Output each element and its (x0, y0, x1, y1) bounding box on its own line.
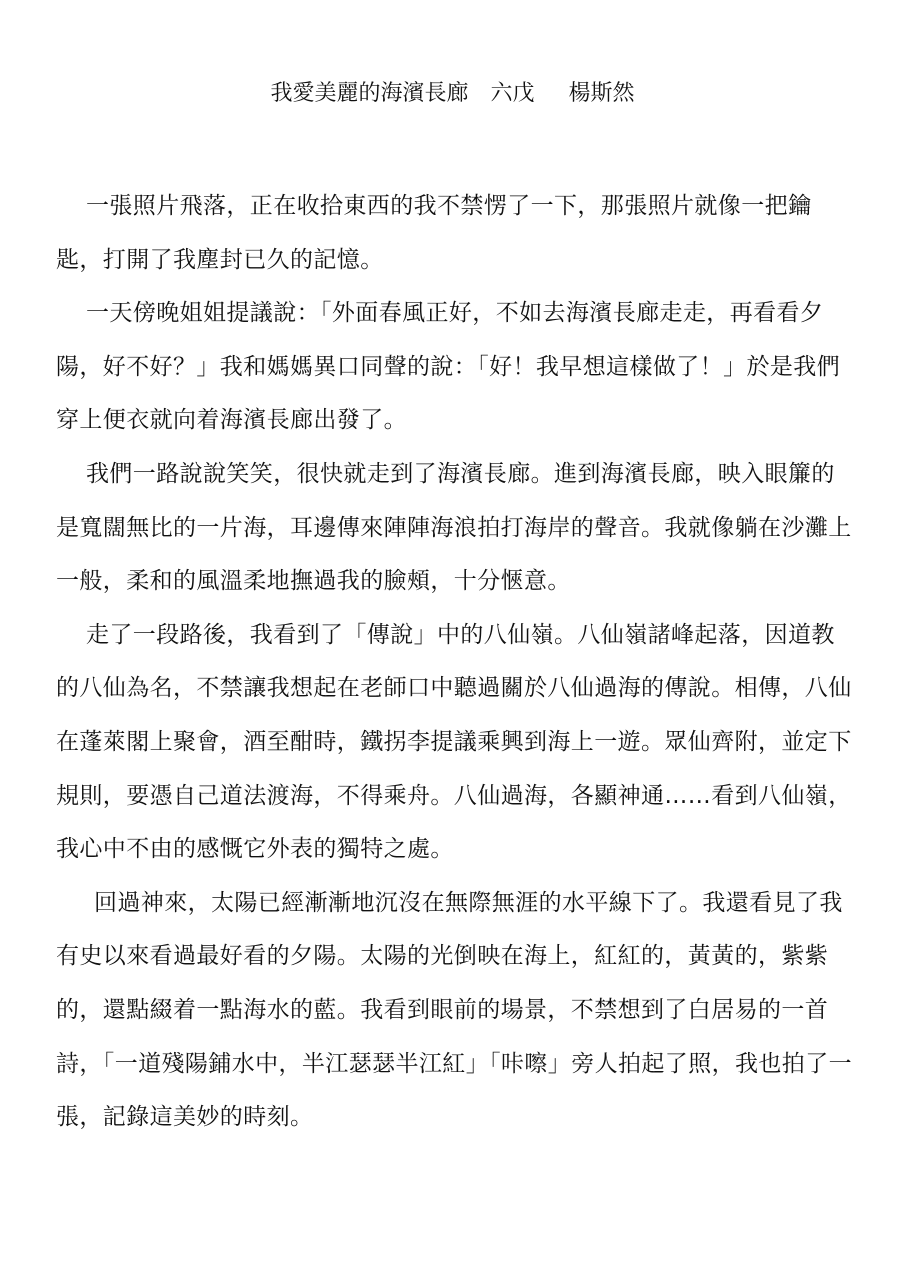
class-name: 六戊 (490, 81, 535, 106)
paragraph-5: 回過神來，太陽已經漸漸地沉沒在無際無涯的水平線下了。我還看見了我有史以來看過最好看的夕陽。太陽的光倒映在海上，紅紅的，黃黃的，紫紫的，還點綴着一點海水的藍。我看到眼前的場景，不禁想到了白居易的一首詩，「一道殘陽鋪水中，半江瑟瑟半江紅」「咔嚓」旁人拍起了照，我也拍了一張，記錄這美妙的時刻。 (56, 889, 852, 1131)
paragraph-2: 一天傍晚姐姐提議說：「外面春風正好，不如去海濱長廊走走，再看看夕陽，好不好？」我和媽媽異口同聲的說：「好！我早想這樣做了！」於是我們穿上便衣就向着海濱長廊出發了。 (56, 300, 841, 434)
paragraph-3: 我們一路說說笑笑，很快就走到了海濱長廊。進到海濱長廊，映入眼簾的是寬闊無比的一片海，耳邊傳來陣陣海浪拍打海岸的聲音。我就像躺在沙灘上一般，柔和的風溫柔地撫過我的臉頰，十分愜意。 (56, 460, 852, 595)
author-name: 楊斯然 (568, 81, 635, 106)
essay-title: 我愛美麗的海濱長廊 (270, 81, 469, 106)
paragraph-4: 走了一段路後，我看到了「傳說」中的八仙嶺。八仙嶺諸峰起落，因道教的八仙為名，不禁讓我想起在老師口中聽過關於八仙過海的傳說。相傳，八仙在蓬萊閣上聚會，酒至酣時，鐵拐李提議乘興到海上一遊。眾仙齊附，並定下規則，要憑自己道法渡海，不得乘舟。八仙過海，各顯神通……看到八仙嶺，我心中不由的感慨它外表的獨特之處。 (56, 621, 852, 863)
essay-body (56, 180, 856, 1145)
essay-heading (0, 78, 905, 110)
paragraph-1: 一張照片飛落，正在收拾東西的我不禁愣了一下，那張照片就像一把鑰匙，打開了我塵封已久的記憶。 (56, 193, 812, 273)
